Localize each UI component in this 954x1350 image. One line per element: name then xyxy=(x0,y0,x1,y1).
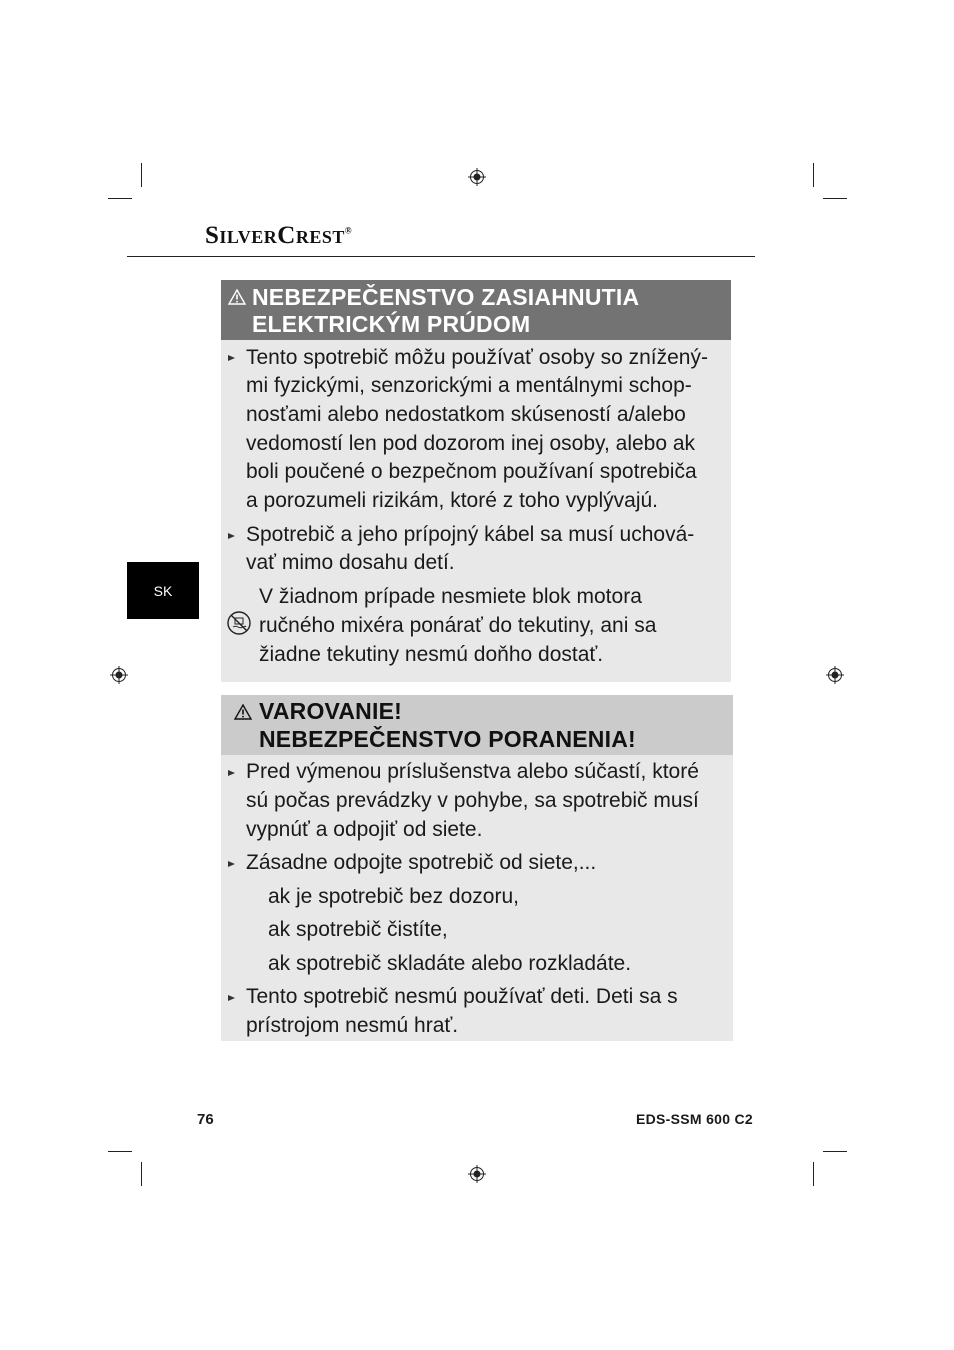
paragraph-line: žiadne tekutiny nesmú doňho dostať. xyxy=(259,643,604,666)
section-electric-shock-header xyxy=(221,280,731,340)
paragraph-line: a porozumeli rizikám, ktoré z toho vyplývajú. xyxy=(246,489,658,512)
bullet-arrow-icon xyxy=(228,995,235,1001)
section-title-line2: ELEKTRICKÝM PRÚDOM xyxy=(252,311,531,337)
paragraph-line: vedomostí len pod dozorom inej osoby, alebo ak xyxy=(246,432,696,455)
paragraph-line: vypnúť a odpojiť od siete. xyxy=(246,818,483,841)
paragraph-line: boli poučené o bezpečnom používaní spotrebiča xyxy=(246,460,697,483)
language-label: SK xyxy=(153,582,173,599)
section-injury-warning-header xyxy=(221,695,733,755)
paragraph-line: prístrojom nesmú hrať. xyxy=(246,1014,459,1037)
crop-mark xyxy=(813,1162,814,1186)
bullet-arrow-icon xyxy=(228,355,235,361)
paragraph-line: Zásadne odpojte spotrebič od siete,... xyxy=(246,851,597,874)
crop-mark xyxy=(141,163,142,187)
language-tab xyxy=(127,562,199,619)
paragraph-line: Tento spotrebič môžu používať osoby so znížený- xyxy=(246,346,708,369)
paragraph-line: nosťami alebo nedostatkom skúseností a/alebo xyxy=(246,403,686,426)
paragraph-line: mi fyzickými, senzorickými a mentálnymi schop- xyxy=(246,374,692,397)
section-title-line1: NEBEZPEČENSTVO ZASIAHNUTIA xyxy=(252,284,640,310)
paragraph-line: V žiadnom prípade nesmiete blok motora xyxy=(259,585,642,608)
brand-logo xyxy=(205,222,352,250)
registration-mark-icon xyxy=(826,666,844,684)
no-immersion-icon xyxy=(226,610,252,636)
crop-mark xyxy=(823,1151,847,1152)
crop-mark xyxy=(823,198,847,199)
registered-mark: ® xyxy=(344,225,353,236)
paragraph-line: sú počas prevádzky v pohybe, sa spotrebič musí xyxy=(246,789,699,812)
bullet-arrow-icon xyxy=(228,770,235,776)
warning-triangle-icon xyxy=(234,704,252,720)
warning-triangle-icon xyxy=(228,289,246,305)
paragraph-line: vať mimo dosahu detí. xyxy=(246,551,455,574)
crop-mark xyxy=(813,163,814,187)
section-title-line1: VAROVANIE! xyxy=(259,698,402,724)
bullet-arrow-icon xyxy=(228,861,235,867)
paragraph-line: Tento spotrebič nesmú používať deti. Deti sa s xyxy=(246,985,678,1008)
brand-name: SilverCrest xyxy=(205,222,345,249)
crop-mark xyxy=(108,1151,132,1152)
registration-mark-icon xyxy=(110,666,128,684)
crop-mark xyxy=(108,198,132,199)
sub-item: ak spotrebič skladáte alebo rozkladáte. xyxy=(268,952,632,975)
paragraph-line: Pred výmenou príslušenstva alebo súčastí, ktoré xyxy=(246,760,699,783)
crop-mark xyxy=(141,1162,142,1186)
bullet-arrow-icon xyxy=(228,533,235,539)
paragraph-line: Spotrebič a jeho prípojný kábel sa musí uchová- xyxy=(246,523,695,546)
page-number: 76 xyxy=(197,1111,214,1128)
sub-item: ak spotrebič čistíte, xyxy=(268,918,448,941)
sub-item: ak je spotrebič bez dozoru, xyxy=(268,885,519,908)
registration-mark-icon xyxy=(468,1165,486,1183)
paragraph-line: ručného mixéra ponárať do tekutiny, ani sa xyxy=(259,614,657,637)
section-title-line2: NEBEZPEČENSTVO PORANENIA! xyxy=(259,726,636,752)
registration-mark-icon xyxy=(468,168,486,186)
model-number: EDS-SSM 600 C2 xyxy=(636,1111,754,1127)
header-rule xyxy=(127,256,755,257)
